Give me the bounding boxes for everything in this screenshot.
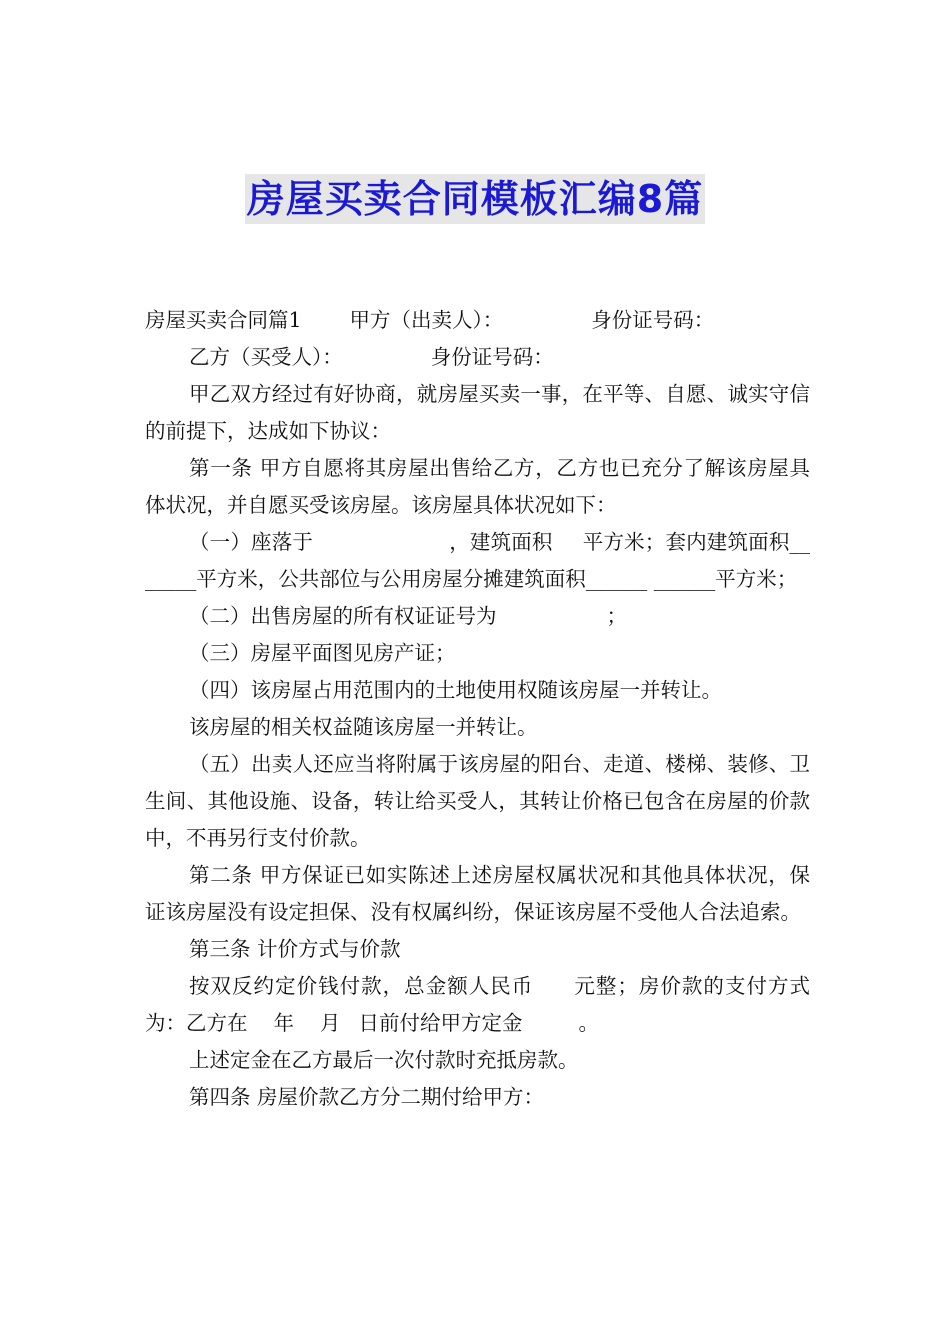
item1-area-label: ，建筑面积 bbox=[449, 530, 553, 554]
paragraph-parties-buyer bbox=[145, 339, 810, 376]
price-end: 。 bbox=[578, 1011, 599, 1035]
paragraph-parties-seller bbox=[145, 302, 810, 339]
paragraph-intro: 甲乙双方经过有好协商，就房屋买卖一事，在平等、自愿、诚实守信的前提下，达成如下协议： bbox=[145, 382, 810, 443]
contract-heading: 房屋买卖合同篇1 bbox=[145, 308, 302, 332]
title-container bbox=[0, 174, 950, 224]
paragraph-item-1 bbox=[145, 524, 810, 598]
seller-label: 甲方（出卖人）： bbox=[349, 308, 504, 332]
paragraph-article-2: 第二条 甲方保证已如实陈述上述房屋权属状况和其他具体状况，保证该房屋没有设定担保、没有权属纠纷，保证该房屋不受他人合法追索。 bbox=[145, 863, 810, 924]
paragraph-article-1: 第一条 甲方自愿将其房屋出售给乙方，乙方也已充分了解该房屋具体状况，并自愿买受该房屋。该房屋具体状况如下： bbox=[145, 456, 810, 517]
paragraph-article-3: 第三条 计价方式与价款 bbox=[189, 937, 401, 961]
price-month: 月 bbox=[320, 1011, 341, 1035]
paragraph-item-3: （三）房屋平面图见房产证； bbox=[189, 641, 456, 665]
item2-cert-label: （二）出售房屋的所有权证证号为 bbox=[189, 604, 497, 628]
paragraph-article-4: 第四条 房屋价款乙方分二期付给甲方： bbox=[189, 1085, 545, 1109]
price-year: 年 bbox=[273, 1011, 294, 1035]
price-payment-label: 元整；房价款的支付方式为：乙方在 bbox=[145, 974, 811, 1035]
item1-area-detail: 平方米；套内建筑面积_______平方米，公共部位与公用房屋分摊建筑面积______ ______平方米； bbox=[145, 530, 811, 591]
paragraph-price bbox=[145, 968, 810, 1042]
document-title: 房屋买卖合同模板汇编8篇 bbox=[245, 174, 705, 224]
item2-end: ； bbox=[606, 604, 627, 628]
paragraph-item-2 bbox=[145, 598, 810, 635]
paragraph-item-4: （四）该房屋占用范围内的土地使用权随该房屋一并转让。 bbox=[189, 678, 722, 702]
seller-id-label: 身份证号码： bbox=[591, 308, 715, 332]
buyer-label: 乙方（买受人）： bbox=[189, 345, 343, 369]
price-day-deposit: 日前付给甲方定金 bbox=[358, 1011, 523, 1035]
document-body bbox=[145, 302, 810, 1116]
paragraph-deposit: 上述定金在乙方最后一次付款时充抵房款。 bbox=[189, 1048, 579, 1072]
item1-location-label: （一）座落于 bbox=[189, 530, 314, 554]
price-total-label: 按双反约定价钱付款，总金额人民币 bbox=[189, 974, 534, 998]
buyer-id-label: 身份证号码： bbox=[430, 345, 554, 369]
paragraph-item-5: （五）出卖人还应当将附属于该房屋的阳台、走道、楼梯、装修、卫生间、其他设施、设备，转让给买受人，其转让价格已包含在房屋的价款中，不再另行支付价款。 bbox=[145, 752, 810, 850]
paragraph-rights: 该房屋的相关权益随该房屋一并转让。 bbox=[189, 715, 538, 739]
